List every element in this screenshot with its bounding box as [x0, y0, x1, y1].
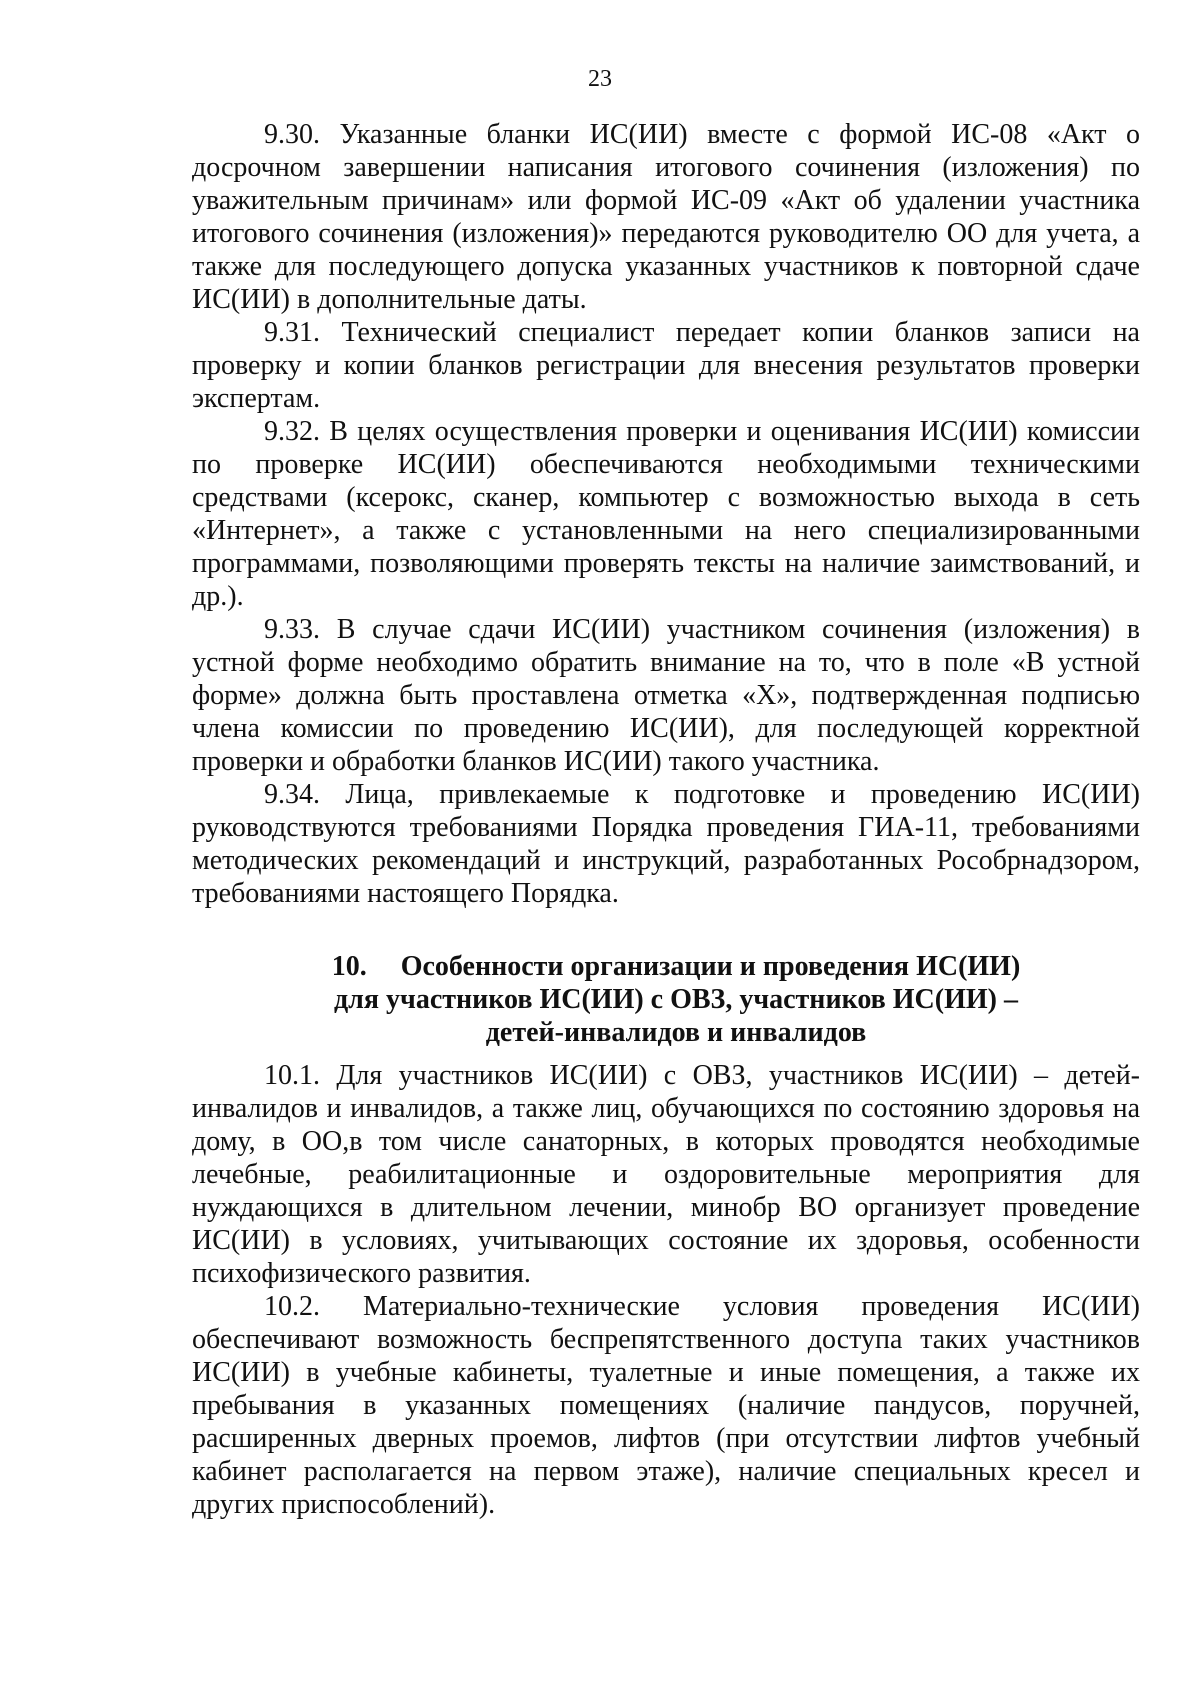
paragraph-10-1: 10.1. Для участников ИС(ИИ) с ОВЗ, участников ИС(ИИ) – детей-инвалидов и инвалидов, а также лиц, обучающихся по состоянию здоровья на дому, в ОО,в том числе санаторных, в которых проводятся необходимые лечебные, реабилитационные и оздоровительные мероприятия для нуждающихся в длительном лечении, минобр ВО организует проведение ИС(ИИ) в условиях, учитывающих состояние их здоровья, особенности психофизического развития.	[192, 1060, 1140, 1289]
section-heading-line-1	[212, 950, 1140, 983]
paragraph-9-33: 9.33. В случае сдачи ИС(ИИ) участником сочинения (изложения) в устной форме необходимо обратить внимание на то, что в поле «В устной форме» должна быть проставлена отметка «X», подтвержденная подписью члена комиссии по проведению ИС(ИИ), для последующей корректной проверки и обработки бланков ИС(ИИ) такого участника.	[192, 614, 1140, 777]
section-heading	[192, 950, 1140, 1049]
section-number: 10.	[331, 951, 367, 982]
section-title-line-2: для участников ИС(ИИ) с ОВЗ, участников ИС(ИИ) –	[334, 984, 1018, 1015]
paragraph-9-30: 9.30. Указанные бланки ИС(ИИ) вместе с формой ИС-08 «Акт о досрочном завершении написания итогового сочинения (изложения) по уважительным причинам» или формой ИС-09 «Акт об удалении участника итогового сочинения (изложения)» передаются руководителю ОО для учета, а также для последующего допуска указанных участников к повторной сдаче ИС(ИИ) в дополнительные даты.	[192, 119, 1140, 315]
document-body	[192, 118, 1140, 1521]
paragraph-9-34: 9.34. Лица, привлекаемые к подготовке и проведению ИС(ИИ) руководствуются требованиями Порядка проведения ГИА-11, требованиями методических рекомендаций и инструкций, разработанных Рособрнадзором, требованиями настоящего Порядка.	[192, 779, 1140, 909]
paragraph-9-32: 9.32. В целях осуществления проверки и оценивания ИС(ИИ) комиссии по проверке ИС(ИИ) обеспечиваются необходимыми техническими средствами (ксерокс, сканер, компьютер с возможностью выхода в сеть «Интернет», а также с установленными на него специализированными программами, позволяющими проверять тексты на наличие заимствований, и др.).	[192, 416, 1140, 612]
section-spacer	[192, 910, 1140, 928]
section-title-line-1: Особенности организации и проведения ИС(ИИ)	[400, 951, 1021, 982]
paragraph-10-2: 10.2. Материально-технические условия проведения ИС(ИИ) обеспечивают возможность беспрепятственного доступа таких участников ИС(ИИ) в учебные кабинеты, туалетные и иные помещения, а также их пребывания в указанных помещениях (наличие пандусов, поручней, расширенных дверных проемов, лифтов (при отсутствии лифтов учебный кабинет располагается на первом этаже), наличие специальных кресел и других приспособлений).	[192, 1291, 1140, 1520]
paragraph-9-31: 9.31. Технический специалист передает копии бланков записи на проверку и копии бланков регистрации для внесения результатов проверки экспертам.	[192, 317, 1140, 414]
section-title-line-3: детей-инвалидов и инвалидов	[485, 1017, 867, 1048]
page-number: 23	[588, 66, 612, 92]
